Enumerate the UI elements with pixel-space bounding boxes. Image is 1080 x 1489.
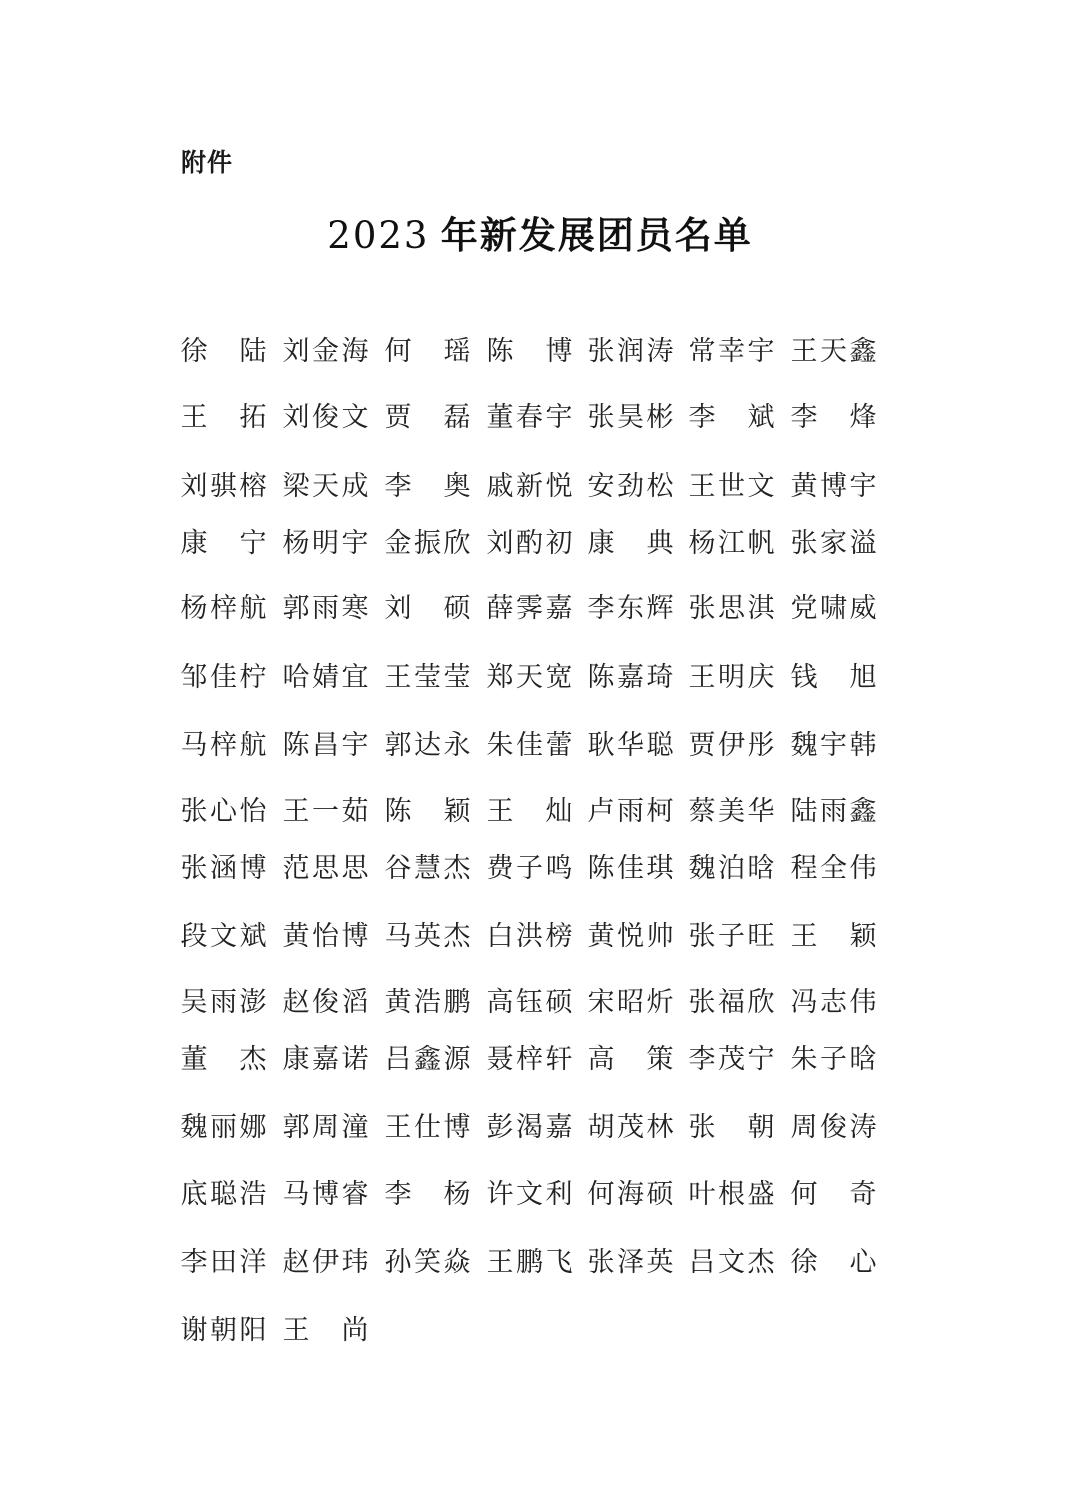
member-name: 魏 泊 晗	[688, 853, 775, 884]
member-name: 王 鹏 飞	[486, 1247, 573, 1278]
member-name: 刘 硕	[384, 593, 471, 624]
member-name: 郭 达 永	[384, 730, 471, 761]
title-year: 2023	[327, 214, 430, 257]
member-name: 李 奥	[384, 471, 471, 502]
member-name: 魏 丽 娜	[180, 1112, 267, 1143]
name-row	[0, 1245, 1080, 1281]
member-name: 康 宁	[180, 528, 267, 559]
member-name: 何 海 硕	[587, 1179, 674, 1210]
member-name: 黄 怡 博	[282, 921, 369, 952]
member-name: 黄 博 宇	[790, 471, 877, 502]
member-name: 郭 周 潼	[282, 1112, 369, 1143]
member-name: 王 尚	[282, 1315, 369, 1346]
name-row	[0, 1313, 1080, 1349]
name-row	[0, 400, 1080, 436]
member-name: 陈 博	[486, 336, 573, 367]
member-name: 哈 婧 宜	[282, 662, 369, 693]
member-name: 党 啸 威	[790, 593, 877, 624]
member-name: 李 田 洋	[180, 1247, 267, 1278]
title-text: 年新发展团员名单	[440, 214, 753, 257]
name-row	[0, 1042, 1080, 1078]
member-name: 冯 志 伟	[790, 987, 877, 1018]
member-name: 贾 磊	[384, 402, 471, 433]
member-name: 卢 雨 柯	[587, 796, 674, 827]
member-name: 王 颖	[790, 921, 877, 952]
member-name: 范 思 思	[282, 853, 369, 884]
member-name: 孙 笑 焱	[384, 1247, 471, 1278]
name-row	[0, 526, 1080, 562]
member-name: 胡 茂 林	[587, 1112, 674, 1143]
name-row	[0, 591, 1080, 627]
member-name: 张 朝	[688, 1112, 775, 1143]
member-name: 张 福 欣	[688, 987, 775, 1018]
member-name: 刘 骐 榕	[180, 471, 267, 502]
member-name: 陈 颖	[384, 796, 471, 827]
member-name: 高 钰 硕	[486, 987, 573, 1018]
member-name: 徐 心	[790, 1247, 877, 1278]
member-name: 李 烽	[790, 402, 877, 433]
member-name: 魏 宇 韩	[790, 730, 877, 761]
member-name: 张 昊 彬	[587, 402, 674, 433]
member-name: 段 文 斌	[180, 921, 267, 952]
member-name: 谷 慧 杰	[384, 853, 471, 884]
member-name: 康 嘉 诺	[282, 1044, 369, 1075]
member-name: 刘 俊 文	[282, 402, 369, 433]
attachment-label: 附件	[181, 148, 234, 177]
member-name: 吴 雨 澎	[180, 987, 267, 1018]
member-name: 张 家 溢	[790, 528, 877, 559]
member-name: 杨 江 帆	[688, 528, 775, 559]
member-name: 白 洪 榜	[486, 921, 573, 952]
member-name: 刘 金 海	[282, 336, 369, 367]
member-name: 张 子 旺	[688, 921, 775, 952]
member-name: 杨 明 宇	[282, 528, 369, 559]
member-name: 许 文 利	[486, 1179, 573, 1210]
member-name: 安 劲 松	[587, 471, 674, 502]
member-name: 底 聪 浩	[180, 1179, 267, 1210]
member-name: 王 拓	[180, 402, 267, 433]
member-name: 李 东 辉	[587, 593, 674, 624]
member-name: 聂 梓 轩	[486, 1044, 573, 1075]
member-name: 马 博 睿	[282, 1179, 369, 1210]
name-row	[0, 985, 1080, 1021]
name-row	[0, 1110, 1080, 1146]
member-name: 王 明 庆	[688, 662, 775, 693]
member-name: 谢 朝 阳	[180, 1315, 267, 1346]
member-name: 王 莹 莹	[384, 662, 471, 693]
member-name: 郭 雨 寒	[282, 593, 369, 624]
member-name: 王 灿	[486, 796, 573, 827]
member-name: 马 梓 航	[180, 730, 267, 761]
member-name: 刘 酌 初	[486, 528, 573, 559]
member-name: 王 仕 博	[384, 1112, 471, 1143]
member-name: 黄 浩 鹏	[384, 987, 471, 1018]
member-name: 薛 霁 嘉	[486, 593, 573, 624]
name-row	[0, 334, 1080, 370]
name-row	[0, 851, 1080, 887]
member-name: 郑 天 宽	[486, 662, 573, 693]
member-name: 金 振 欣	[384, 528, 471, 559]
name-row	[0, 794, 1080, 830]
member-name: 戚 新 悦	[486, 471, 573, 502]
name-row	[0, 1177, 1080, 1213]
member-name: 陈 嘉 琦	[587, 662, 674, 693]
member-name: 王 世 文	[688, 471, 775, 502]
member-name: 朱 子 晗	[790, 1044, 877, 1075]
member-name: 李 斌	[688, 402, 775, 433]
member-name: 董 杰	[180, 1044, 267, 1075]
member-name: 叶 根 盛	[688, 1179, 775, 1210]
member-name: 彭 渴 嘉	[486, 1112, 573, 1143]
member-name: 陈 昌 宇	[282, 730, 369, 761]
member-name: 张 心 怡	[180, 796, 267, 827]
name-row	[0, 469, 1080, 505]
member-name: 陆 雨 鑫	[790, 796, 877, 827]
member-name: 马 英 杰	[384, 921, 471, 952]
member-name: 李 茂 宁	[688, 1044, 775, 1075]
member-name: 张 润 涛	[587, 336, 674, 367]
member-name: 赵 伊 玮	[282, 1247, 369, 1278]
member-name: 吕 文 杰	[688, 1247, 775, 1278]
member-name: 王 一 茹	[282, 796, 369, 827]
member-name: 邹 佳 柠	[180, 662, 267, 693]
member-name: 张 思 淇	[688, 593, 775, 624]
member-name: 费 子 鸣	[486, 853, 573, 884]
member-name: 程 全 伟	[790, 853, 877, 884]
member-name: 蔡 美 华	[688, 796, 775, 827]
member-name: 朱 佳 蕾	[486, 730, 573, 761]
member-name: 王 天 鑫	[790, 336, 877, 367]
member-name: 钱 旭	[790, 662, 877, 693]
member-name: 陈 佳 琪	[587, 853, 674, 884]
member-name: 何 奇	[790, 1179, 877, 1210]
member-name: 杨 梓 航	[180, 593, 267, 624]
member-name: 董 春 宇	[486, 402, 573, 433]
member-name: 张 涵 博	[180, 853, 267, 884]
name-row	[0, 919, 1080, 955]
member-name: 耿 华 聪	[587, 730, 674, 761]
name-row	[0, 728, 1080, 764]
member-name: 黄 悦 帅	[587, 921, 674, 952]
member-name: 李 杨	[384, 1179, 471, 1210]
member-name: 周 俊 涛	[790, 1112, 877, 1143]
member-name: 何 瑶	[384, 336, 471, 367]
name-row	[0, 660, 1080, 696]
member-name: 高 策	[587, 1044, 674, 1075]
member-name: 康 典	[587, 528, 674, 559]
member-name: 梁 天 成	[282, 471, 369, 502]
member-name: 吕 鑫 源	[384, 1044, 471, 1075]
member-name: 张 泽 英	[587, 1247, 674, 1278]
member-name: 宋 昭 炘	[587, 987, 674, 1018]
member-name: 常 幸 宇	[688, 336, 775, 367]
member-name: 贾 伊 彤	[688, 730, 775, 761]
member-name: 徐 陆	[180, 336, 267, 367]
member-name: 赵 俊 滔	[282, 987, 369, 1018]
